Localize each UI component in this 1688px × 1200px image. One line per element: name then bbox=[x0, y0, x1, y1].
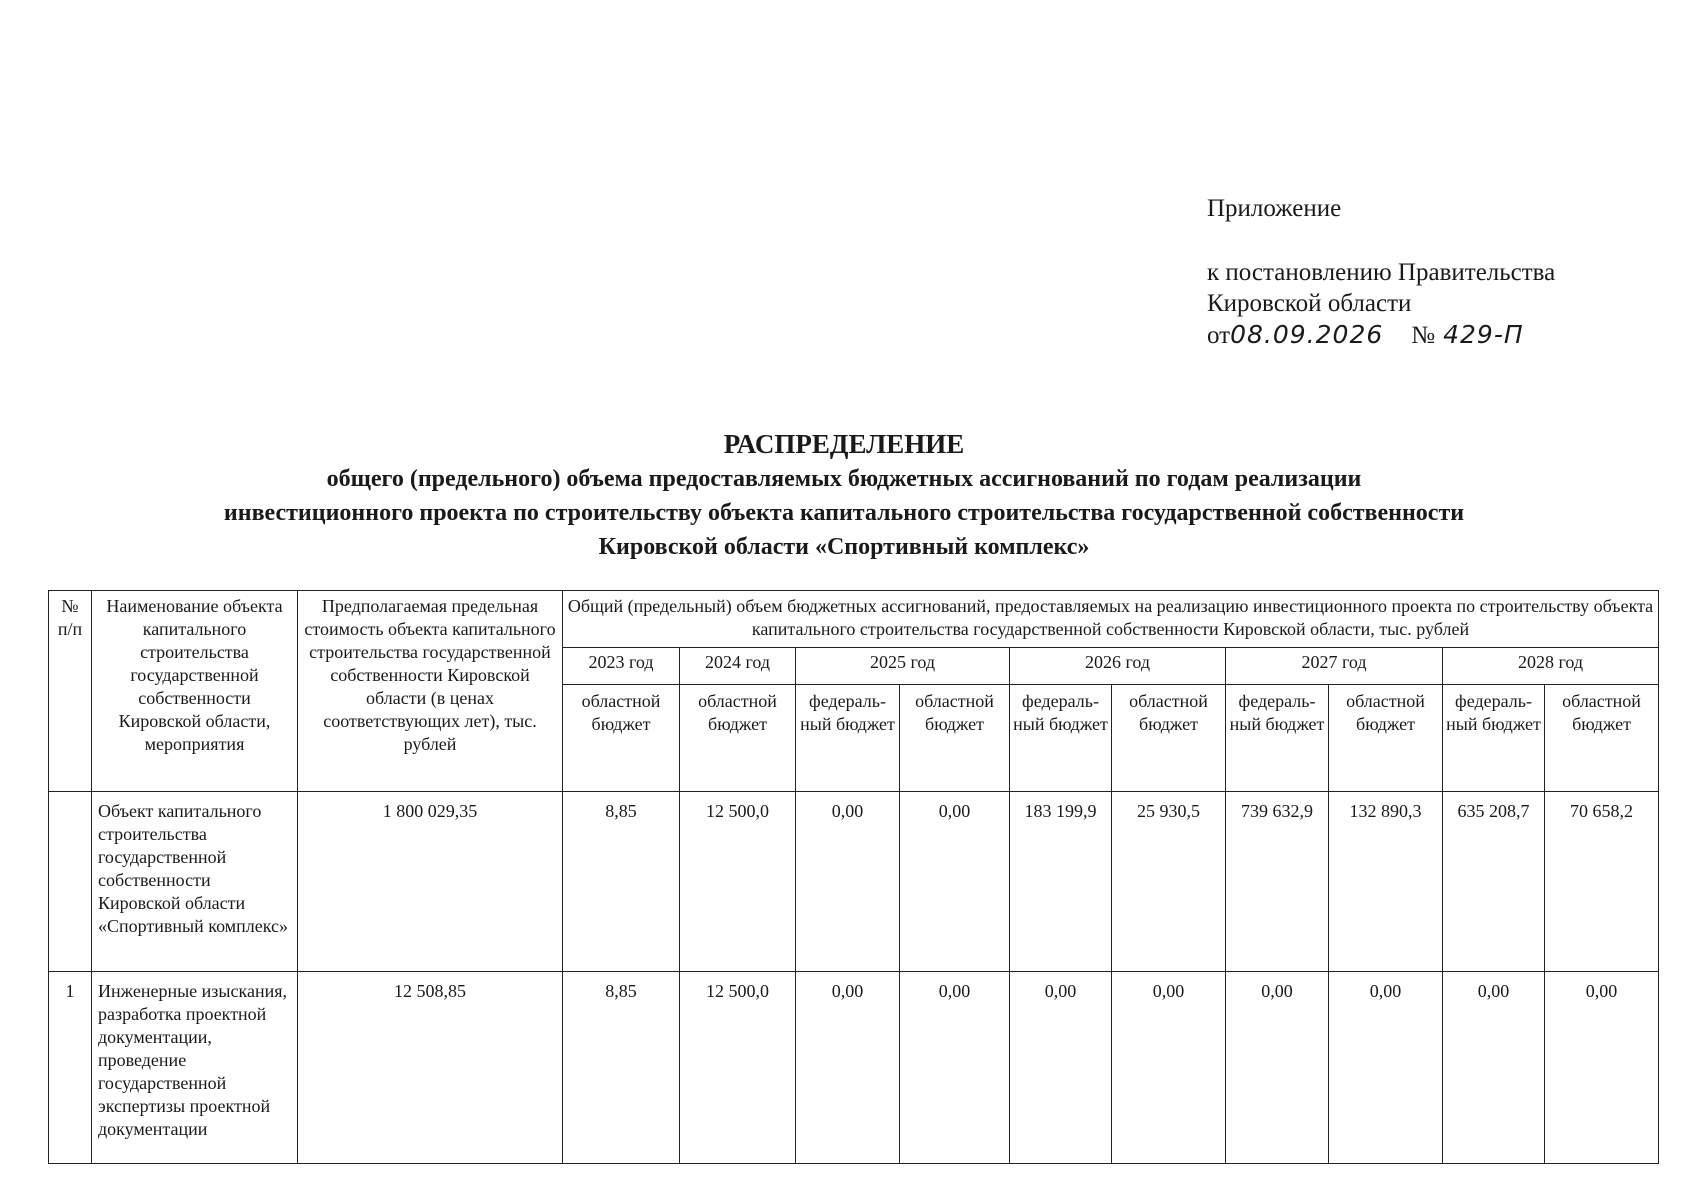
value-cell: 0,00 bbox=[1112, 972, 1226, 1164]
header-row-1 bbox=[49, 591, 1659, 648]
table-row bbox=[49, 792, 1659, 972]
value-cell: 8,85 bbox=[563, 792, 680, 972]
value-cell: 0,00 bbox=[900, 972, 1010, 1164]
value-cell: 70 658,2 bbox=[1545, 792, 1659, 972]
appendix-line-1: к постановлению Правительства bbox=[1207, 259, 1556, 286]
value-cell: 25 930,5 bbox=[1112, 792, 1226, 972]
appendix-line-2: Кировской области bbox=[1207, 290, 1412, 317]
value-cell: 0,00 bbox=[1010, 972, 1112, 1164]
value-cell: 739 632,9 bbox=[1226, 792, 1329, 972]
value-cell: 0,00 bbox=[796, 972, 900, 1164]
number-label: № bbox=[1411, 322, 1436, 349]
row-cost: 1 800 029,35 bbox=[298, 792, 563, 972]
appendix-date-line bbox=[1207, 319, 1555, 351]
budget-regional: областной бюджет bbox=[680, 685, 796, 792]
handwritten-number: 429-П bbox=[1443, 320, 1524, 349]
budget-regional: областной бюджет bbox=[563, 685, 680, 792]
year-2028: 2028 год bbox=[1443, 648, 1659, 685]
header-cost: Предполагаемая предельная стоимость объекта капитального строительства государственной собственности Кировской области (в ценах соответствующих лет), тыс. рублей bbox=[298, 591, 563, 792]
budget-federal: федераль-ный бюджет bbox=[1443, 685, 1545, 792]
budget-federal: федераль-ный бюджет bbox=[796, 685, 900, 792]
value-cell: 12 500,0 bbox=[680, 972, 796, 1164]
value-cell: 132 890,3 bbox=[1329, 792, 1443, 972]
header-total: Общий (предельный) объем бюджетных ассигнований, предоставляемых на реализацию инвестиционного проекта по строительству объекта капитального строительства государственной собственности Кировской области, тыс. рублей bbox=[563, 591, 1659, 648]
row-name: Объект капитального строительства государственной собственности Кировской области «Спортивный комплекс» bbox=[92, 792, 298, 972]
year-2023: 2023 год bbox=[563, 648, 680, 685]
budget-federal: федераль-ный бюджет bbox=[1010, 685, 1112, 792]
value-cell: 8,85 bbox=[563, 972, 680, 1164]
value-cell: 0,00 bbox=[796, 792, 900, 972]
value-cell: 0,00 bbox=[1226, 972, 1329, 1164]
value-cell: 183 199,9 bbox=[1010, 792, 1112, 972]
value-cell: 0,00 bbox=[1443, 972, 1545, 1164]
row-num: 1 bbox=[49, 972, 92, 1164]
header-name: Наименование объекта капитального строительства государственной собственности Кировской области, мероприятия bbox=[92, 591, 298, 792]
row-num bbox=[49, 792, 92, 972]
budget-regional: областной бюджет bbox=[900, 685, 1010, 792]
budget-federal: федераль-ный бюджет bbox=[1226, 685, 1329, 792]
document-title: РАСПРЕДЕЛЕНИЕ bbox=[723, 429, 965, 459]
row-name: Инженерные изыскания, разработка проектной документации, проведение государственной экспертизы проектной документации bbox=[92, 972, 298, 1164]
value-cell: 635 208,7 bbox=[1443, 792, 1545, 972]
year-2027: 2027 год bbox=[1226, 648, 1443, 685]
year-2024: 2024 год bbox=[680, 648, 796, 685]
appendix-title: Приложение bbox=[1207, 195, 1342, 222]
allocation-table bbox=[48, 590, 1659, 1164]
year-2026: 2026 год bbox=[1010, 648, 1226, 685]
value-cell: 0,00 bbox=[1545, 972, 1659, 1164]
budget-regional: областной бюджет bbox=[1329, 685, 1443, 792]
value-cell: 0,00 bbox=[1329, 972, 1443, 1164]
value-cell: 12 500,0 bbox=[680, 792, 796, 972]
spacer bbox=[1207, 224, 1555, 257]
handwritten-date: 08.09.2026 bbox=[1230, 320, 1384, 349]
document-heading bbox=[0, 426, 1688, 564]
heading-line-1: общего (предельного) объема предоставляемых бюджетных ассигнований по годам реализации bbox=[326, 466, 1362, 492]
from-label: от bbox=[1207, 322, 1231, 349]
header-num: № п/п bbox=[49, 591, 92, 792]
row-cost: 12 508,85 bbox=[298, 972, 563, 1164]
budget-regional: областной бюджет bbox=[1112, 685, 1226, 792]
heading-line-2: инвестиционного проекта по строительству объекта капитального строительства государственной собственности bbox=[223, 500, 1465, 526]
table-row bbox=[49, 972, 1659, 1164]
year-2025: 2025 год bbox=[796, 648, 1010, 685]
heading-line-3: Кировской области «Спортивный комплекс» bbox=[598, 534, 1090, 560]
appendix-block bbox=[1207, 193, 1555, 351]
budget-regional: областной бюджет bbox=[1545, 685, 1659, 792]
value-cell: 0,00 bbox=[900, 792, 1010, 972]
